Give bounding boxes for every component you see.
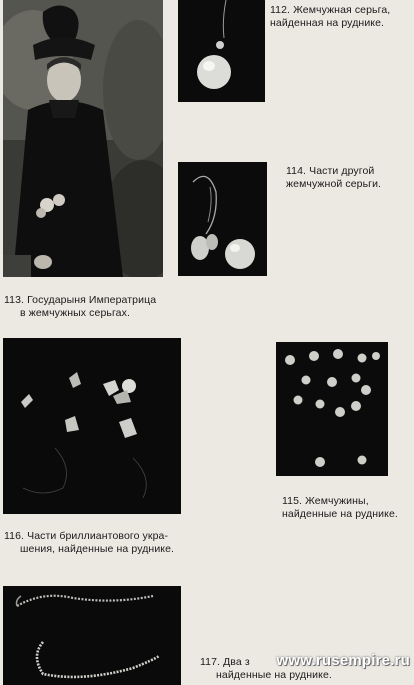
caption-116 (4, 530, 174, 555)
caption-115-number: 115. (282, 495, 303, 507)
caption-112-line1: Жемчужная серьга, (293, 4, 391, 16)
caption-116-line1: Части бриллиантового укра- (27, 530, 169, 542)
caption-115-line2: найденные на руднике. (282, 507, 398, 520)
caption-113-line2: в жемчужных серьгах. (20, 306, 130, 319)
caption-114 (286, 165, 381, 190)
photo-empress-portrait (3, 0, 163, 277)
caption-112-number: 112. (270, 4, 291, 16)
caption-112 (270, 4, 390, 29)
caption-113-line1: Государыня Императрица (27, 294, 157, 306)
caption-116-number: 116. (4, 530, 25, 542)
photo-two-chains (3, 586, 181, 685)
photo-pearl-earring (178, 0, 265, 102)
caption-115 (282, 495, 398, 520)
caption-113-number: 113. (4, 294, 25, 306)
caption-113 (4, 294, 156, 319)
caption-115-line1: Жемчужины, (305, 495, 369, 507)
photo-earring-parts (178, 162, 267, 276)
caption-117-line2: найденные на руднике. (216, 668, 332, 681)
caption-117-number: 117. (200, 656, 221, 668)
caption-117-line1: Два з (223, 656, 250, 668)
caption-116-line2: шения, найденные на руднике. (20, 542, 175, 555)
caption-112-line2: найденная на руднике. (270, 16, 385, 29)
caption-114-line1: Части другой (309, 165, 375, 177)
photo-pearls (276, 342, 388, 476)
caption-114-line2: жемчужной серьги. (286, 177, 382, 190)
watermark: www.rusempire.ru (276, 652, 410, 669)
caption-114-number: 114. (286, 165, 307, 177)
photo-diamond-ornament-parts (3, 338, 181, 514)
